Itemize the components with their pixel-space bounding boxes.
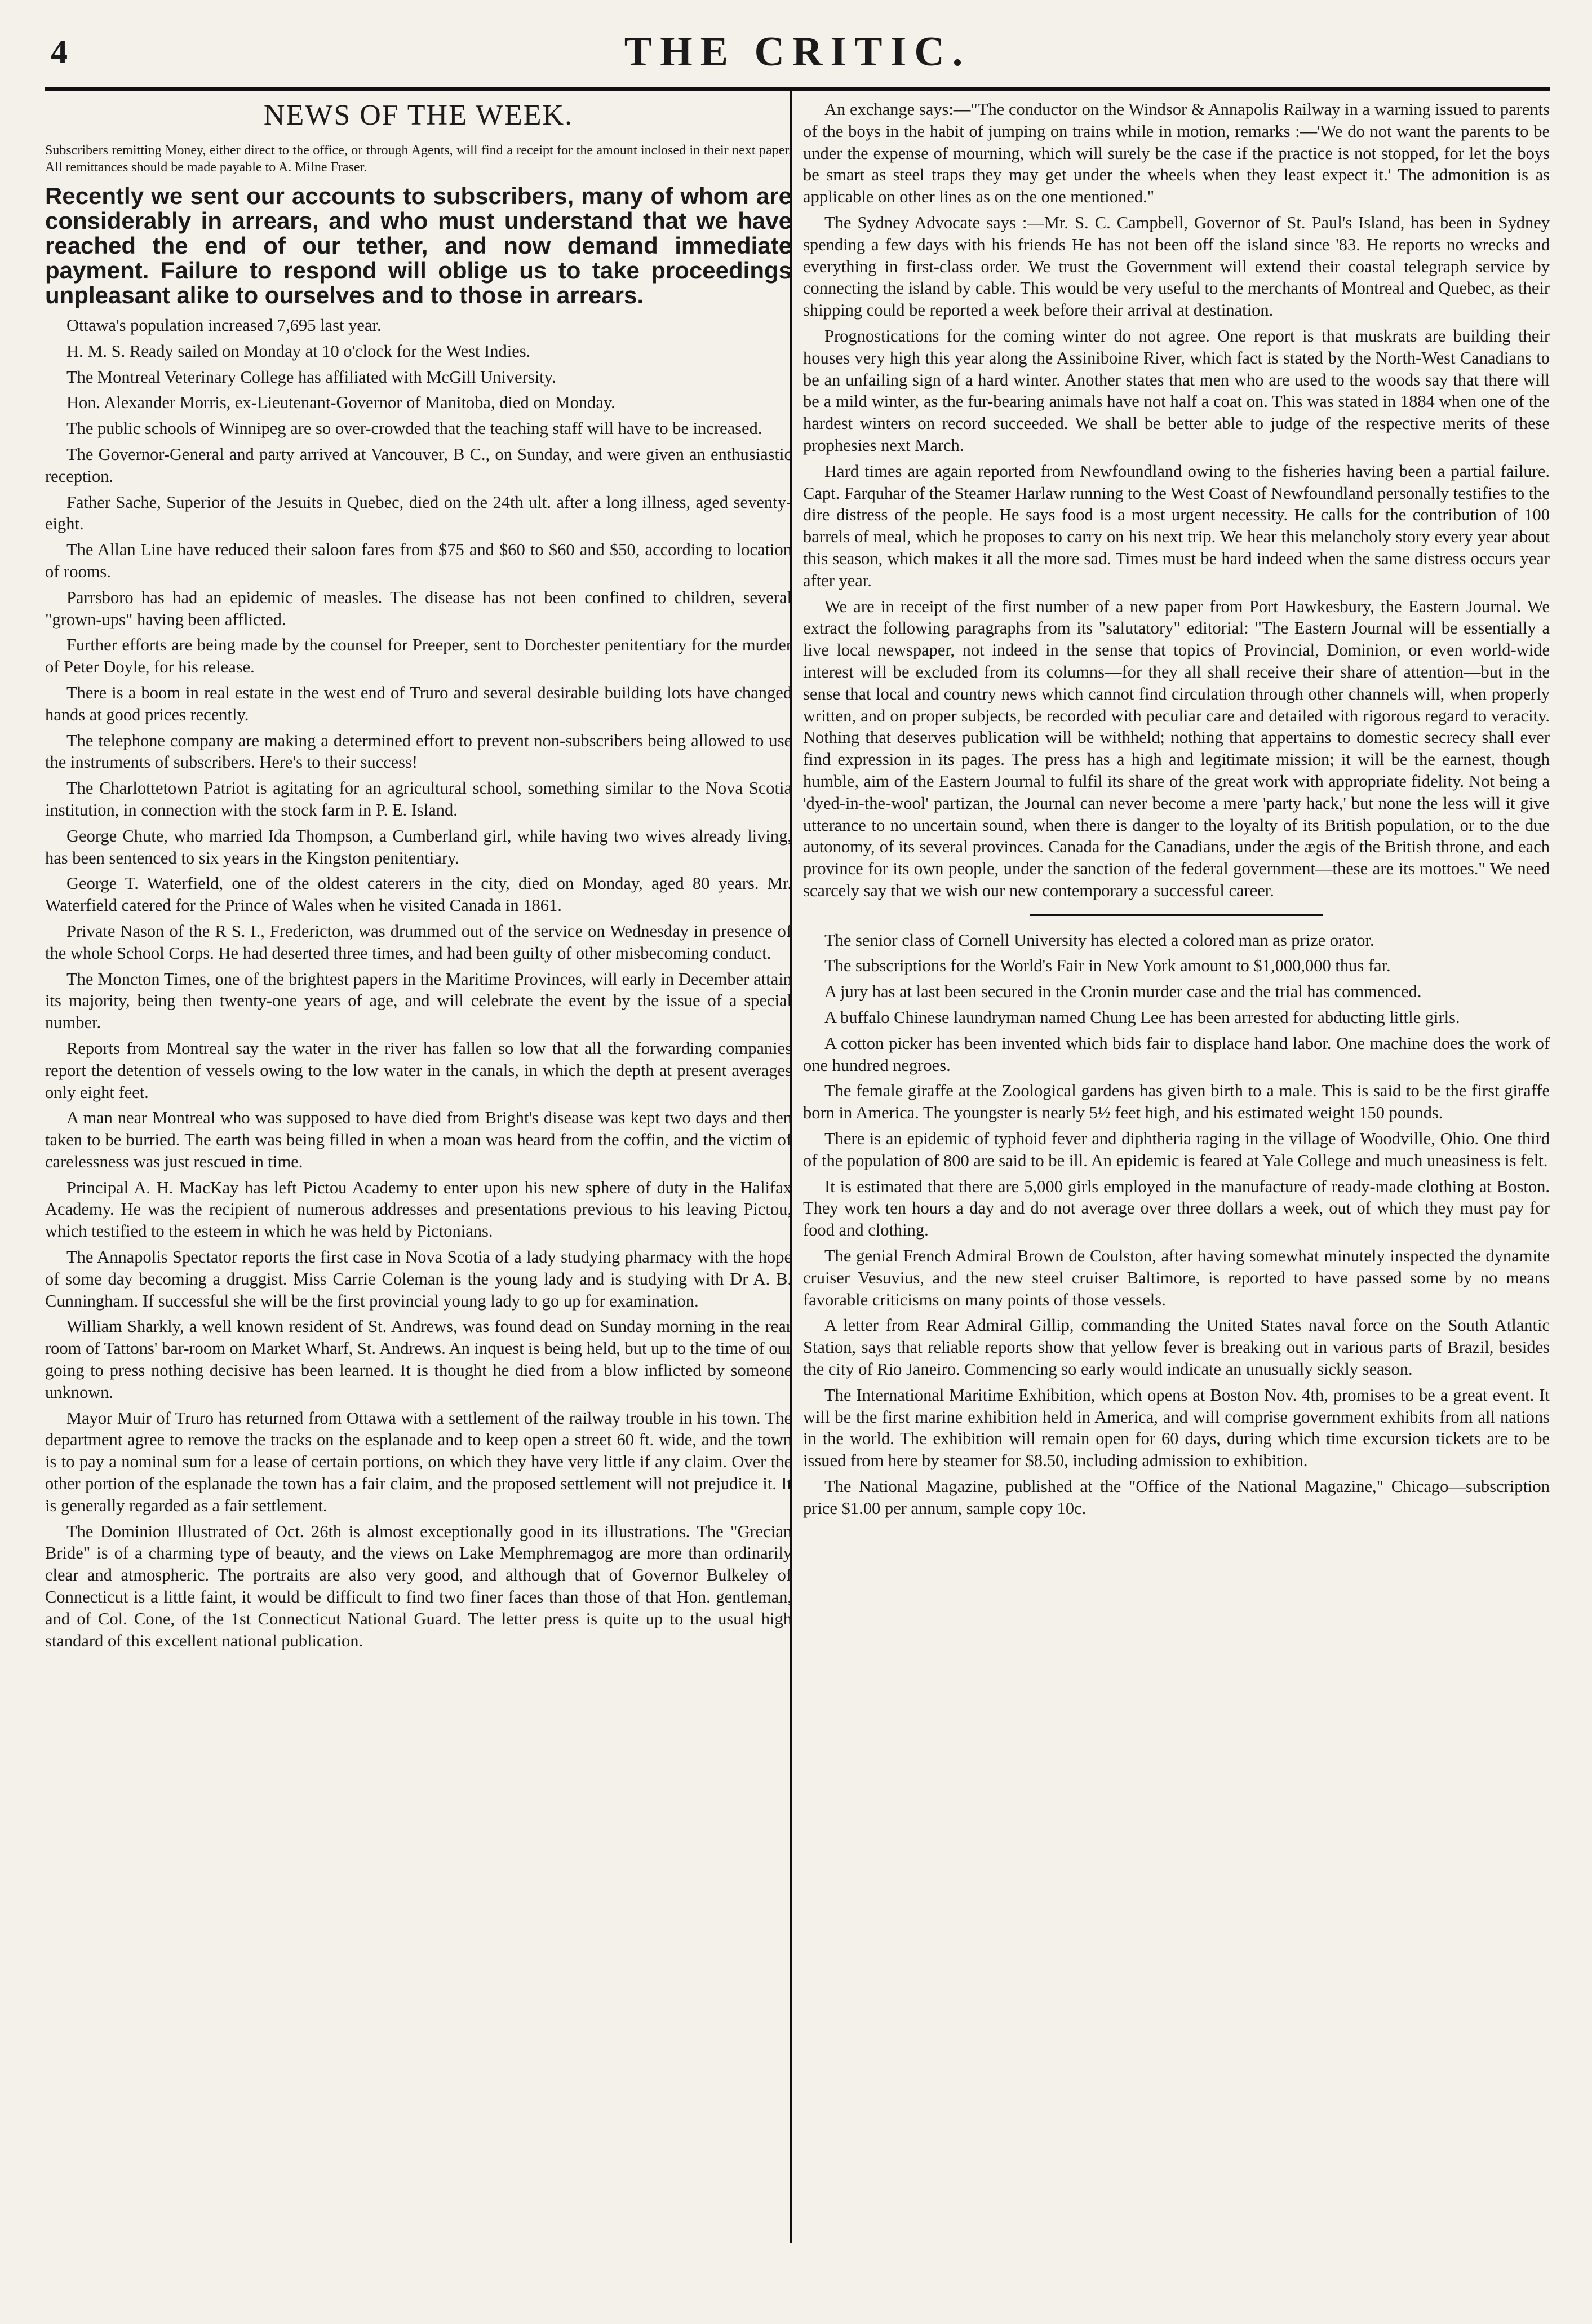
news-paragraph: William Sharkly, a well known resident of St. Andrews, was found dead on Sunday morning in the rear room of Tattons' bar-room on Market Wharf, St. Andrews. An inquest is being held, but up to the time of our going to press nothing decisive has been learned. It is thought he died from a blow inflicted by someone unknown.: [45, 1317, 792, 1402]
right-news-items-a: [803, 99, 1550, 902]
news-paragraph: Mayor Muir of Truro has returned from Ottawa with a settlement of the railway trouble in his town. The department agree to remove the tracks on the esplanade and to keep open a street 60 ft. wide, and the town is to pay a nominal sum for a lease of certain portions, on which they have very little if any claim. Over the other portion of the esplanade the town has a fair claim, and the proposed settlement will not prejudice it. It is generally regarded as a fair settlement.: [45, 1408, 792, 1515]
news-paragraph: The telephone company are making a determined effort to prevent non-subscribers being allowed to use the instruments of subscribers. Here's to their success!: [45, 731, 792, 772]
news-paragraph: Private Nason of the R S. I., Fredericton, was drummed out of the service on Wednesday in presence of the whole School Corps. He had deserted three times, and had been guilty of other misbecoming conduct.: [45, 921, 792, 963]
news-paragraph: The Moncton Times, one of the brightest papers in the Maritime Provinces, will early in December attain its majority, being then twenty-one years of age, and will celebrate the event by the issue of a special number.: [45, 969, 792, 1033]
news-paragraph: The subscriptions for the World's Fair in New York amount to $1,000,000 thus far.: [824, 956, 1391, 976]
news-paragraph: A cotton picker has been invented which bids fair to displace hand labor. One machine does the work of one hundred negroes.: [803, 1033, 1550, 1075]
news-paragraph: A buffalo Chinese laundryman named Chung Lee has been arrested for abducting little girls.: [824, 1008, 1460, 1028]
news-paragraph: The Annapolis Spectator reports the first case in Nova Scotia of a lady studying pharmacy with the hope of some day becoming a druggist. Miss Carrie Coleman is the young lady and is studying with Dr A. B. Cunningham. If successful she will be the first provincial young lady to go up for examination.: [45, 1247, 792, 1311]
news-paragraph: A man near Montreal who was supposed to have died from Bright's disease was kept two days and then taken to be burried. The earth was being filled in when a moan was heard from the coffin, and the victim of carelessness was just rescued in time.: [45, 1108, 792, 1171]
left-column: [45, 99, 792, 1655]
news-paragraph: There is an epidemic of typhoid fever and diphtheria raging in the village of Woodville, Ohio. One third of the population of 800 are said to be ill. An epidemic is feared at Yale College and much uneasiness is felt.: [803, 1129, 1550, 1170]
news-paragraph: There is a boom in real estate in the west end of Truro and several desirable building lots have changed hands at good prices recently.: [45, 683, 792, 724]
news-paragraph: Hon. Alexander Morris, ex-Lieutenant-Governor of Manitoba, died on Monday.: [66, 393, 615, 413]
news-paragraph: The National Magazine, published at the "Office of the National Magazine," Chicago—subscription price $1.00 per annum, sample copy 10c.: [803, 1477, 1550, 1518]
news-paragraph: We are in receipt of the first number of a new paper from Port Hawkesbury, the Eastern Journal. We extract the following paragraphs from its "salutatory" editorial: "The Eastern Journal will be essentially a live local newspaper, not indeed in the sense that topics of Provincial, Dominion, or even world-wide interest will be excluded from its columns—for they all shall receive their share of attention—but in the sense that local and country news which cannot find circulation through other channels will, when properly written, and on proper subjects, be recorded with peculiar care and detailed with rigorous regard to veracity. Nothing that deserves publication will be withheld; nothing that appertains to domestic secrecy shall ever find expression in its pages. The press has a high and legitimate mission; it will be the earnest, though humble, aim of the Eastern Journal to fulfil its share of the great work with appropriate fidelity. Not being a 'dyed-in-the-wool' partizan, the Journal can never become a mere 'party hack,' but none the less will it give utterance to no uncertain sound, when there is danger to the loyalty of its British population, or to the due autonomy, of its several provinces. Canada for the Canadians, under the ægis of the British throne, and each province for its own people, under the sanction of the federal government—these are its mottoes." We need scarcely say that we wish our new contemporary a successful career.: [803, 596, 1550, 900]
page-number: 4: [51, 33, 68, 70]
news-paragraph: Ottawa's population increased 7,695 last year.: [66, 316, 382, 335]
news-paragraph: Reports from Montreal say the water in the river has fallen so low that all the forwarding companies report the detention of vessels owing to the low water in the canals, in which the depth at present averages only eight feet.: [45, 1038, 792, 1102]
news-paragraph: The female giraffe at the Zoological gardens has given birth to a male. This is said to be the first giraffe born in America. The youngster is nearly 5½ feet high, and his estimated weight 150 pounds.: [803, 1081, 1550, 1123]
news-paragraph: An exchange says:—"The conductor on the Windsor & Annapolis Railway in a warning issued to parents of the boys in the habit of jumping on trains while in motion, remarks :—'We do not want the parents to be under the expense of mourning, which will surely be the case if the practice is not stopped, for let the boys be smart as steel traps they may get under the wheels when they least expect it.' The admonition is as applicable on other lines as on the one mentioned.": [803, 100, 1550, 207]
section-heading: NEWS OF THE WEEK.: [263, 99, 574, 131]
news-paragraph: The genial French Admiral Brown de Coulston, after having somewhat minutely inspected the dynamite cruiser Vesuvius, and the new steel cruiser Baltimore, is reported to have passed some by no means favorable criticisms on many points of those vessels.: [803, 1246, 1550, 1309]
left-news-items: [45, 315, 792, 1652]
header-rule: [45, 87, 1550, 91]
news-paragraph: The Allan Line have reduced their saloon fares from $75 and $60 to $60 and $50, according to location of rooms.: [45, 540, 792, 581]
right-column: [803, 99, 1550, 1524]
news-paragraph: A letter from Rear Admiral Gillip, commanding the United States naval force on the South Atlantic Station, says that reliable reports show that yellow fever is breaking out in various parts of Brazil, besides the city of Rio Janeiro. Commencing so early would indicate an unusually sickly season.: [803, 1316, 1550, 1379]
news-paragraph: The Dominion Illustrated of Oct. 26th is almost exceptionally good in its illustrations. The "Grecian Bride" is of a charming type of beauty, and the views on Lake Memphremagog are more than ordinarily clear and atmospheric. The portraits are also very good, and although that of Governor Bulkeley of Connecticut is a little faint, it would be difficult to find two finer faces than those of that Hon. gentleman, and of Col. Cone, of the 1st Connecticut National Guard. The letter press is quite up to the usual high standard of this excellent national publication.: [45, 1521, 792, 1650]
masthead-title: THE CRITIC.: [624, 29, 971, 75]
arrears-notice: Recently we sent our accounts to subscribers, many of whom are considerably in arrears, and who must understand that we have reached the end of our tether, and now demand immediate payment. Failure to respond will oblige us to take proceedings unpleasant alike to ourselves and to those in arrears.: [45, 183, 792, 308]
page-header: [45, 23, 1550, 85]
news-paragraph: Hard times are again reported from Newfoundland owing to the fisheries having been a partial failure. Capt. Farquhar of the Steamer Harlaw running to the West Coast of Newfoundland personally testifies to the dire distress of the people. He says food is a most urgent necessity. He calls for the contribution of 100 barrels of meal, which he proposes to carry on his next trip. We hear this melancholy story every year about this season, which makes it all the more sad. Times must be hard indeed when the same distress occurs year after year.: [803, 461, 1550, 590]
news-paragraph: The public schools of Winnipeg are so over-crowded that the teaching staff will have to be increased.: [66, 419, 762, 439]
news-paragraph: Father Sache, Superior of the Jesuits in Quebec, died on the 24th ult. after a long illness, aged seventy-eight.: [45, 492, 792, 534]
remittance-notice: Subscribers remitting Money, either direct to the office, or through Agents, will find a receipt for the amount inclosed in their next paper. All remittances should be made payable to A. Milne Fraser.: [45, 143, 792, 175]
right-news-items-b: [803, 929, 1550, 1520]
news-paragraph: Parrsboro has had an epidemic of measles. The disease has not been confined to children, several "grown-ups" having been afflicted.: [45, 587, 792, 629]
news-paragraph: George Chute, who married Ida Thompson, a Cumberland girl, while having two wives already living, has been sentenced to six years in the Kingston penitentiary.: [45, 826, 792, 867]
short-rule: [1030, 914, 1323, 916]
news-paragraph: George T. Waterfield, one of the oldest caterers in the city, died on Monday, aged 80 years. Mr. Waterfield catered for the Prince of Wales when he visited Canada in 1861.: [45, 874, 792, 915]
news-paragraph: The Charlottetown Patriot is agitating for an agricultural school, something similar to the Nova Scotia institution, in connection with the stock farm in P. E. Island.: [45, 778, 792, 820]
news-paragraph: The Sydney Advocate says :—Mr. S. C. Campbell, Governor of St. Paul's Island, has been in Sydney spending a few days with his friends He has not been off the island since '83. He reports no wrecks and everything in first-class order. We trust the Government will extend their coastal telegraph service by connecting the island by cable. This would be very useful to the merchants of Montreal and Quebec, as their shipping could be reported a week before their arrival at destination.: [803, 213, 1550, 320]
news-paragraph: Prognostications for the coming winter do not agree. One report is that muskrats are building their houses very high this year along the Assiniboine River, which fact is stated by the North-West Canadians to be an unfailing sign of a hard winter. Another states that men who are used to the woods say that there will be a mild winter, as the fur-bearing animals have not half a coat on. This was stated in 1884 when one of the hardest winters on record succeeded. We shall be better able to judge of the respective merits of these prophesies next March.: [803, 326, 1550, 455]
news-paragraph: Further efforts are being made by the counsel for Preeper, sent to Dorchester penitentiary for the murder of Peter Doyle, for his release.: [45, 635, 792, 677]
news-paragraph: The Montreal Veterinary College has affiliated with McGill University.: [66, 367, 556, 387]
news-paragraph: It is estimated that there are 5,000 girls employed in the manufacture of ready-made clothing at Boston. They work ten hours a day and do not average over three dollars a week, out of which they must pay for food and clothing.: [803, 1176, 1550, 1240]
news-paragraph: Principal A. H. MacKay has left Pictou Academy to enter upon his new sphere of duty in the Halifax Academy. He was the recipient of numerous addresses and presentations previous to his leaving Pictou, which testified to the esteem in which he was held by Pictonians.: [45, 1178, 792, 1241]
news-paragraph: The International Maritime Exhibition, which opens at Boston Nov. 4th, promises to be a great event. It will be the first marine exhibition held in America, and will comprise government exhibits from all nations in the world. The exhibition will remain open for 60 days, during which time excursion tickets are to be issued from here by steamer for $8.50, including admission to exhibition.: [803, 1385, 1550, 1471]
news-paragraph: H. M. S. Ready sailed on Monday at 10 o'clock for the West Indies.: [66, 341, 531, 361]
news-paragraph: A jury has at last been secured in the Cronin murder case and the trial has commenced.: [824, 982, 1422, 1002]
news-paragraph: The senior class of Cornell University has elected a colored man as prize orator.: [824, 930, 1374, 950]
news-paragraph: The Governor-General and party arrived at Vancouver, B C., on Sunday, and were given an enthusiastic reception.: [45, 444, 792, 486]
